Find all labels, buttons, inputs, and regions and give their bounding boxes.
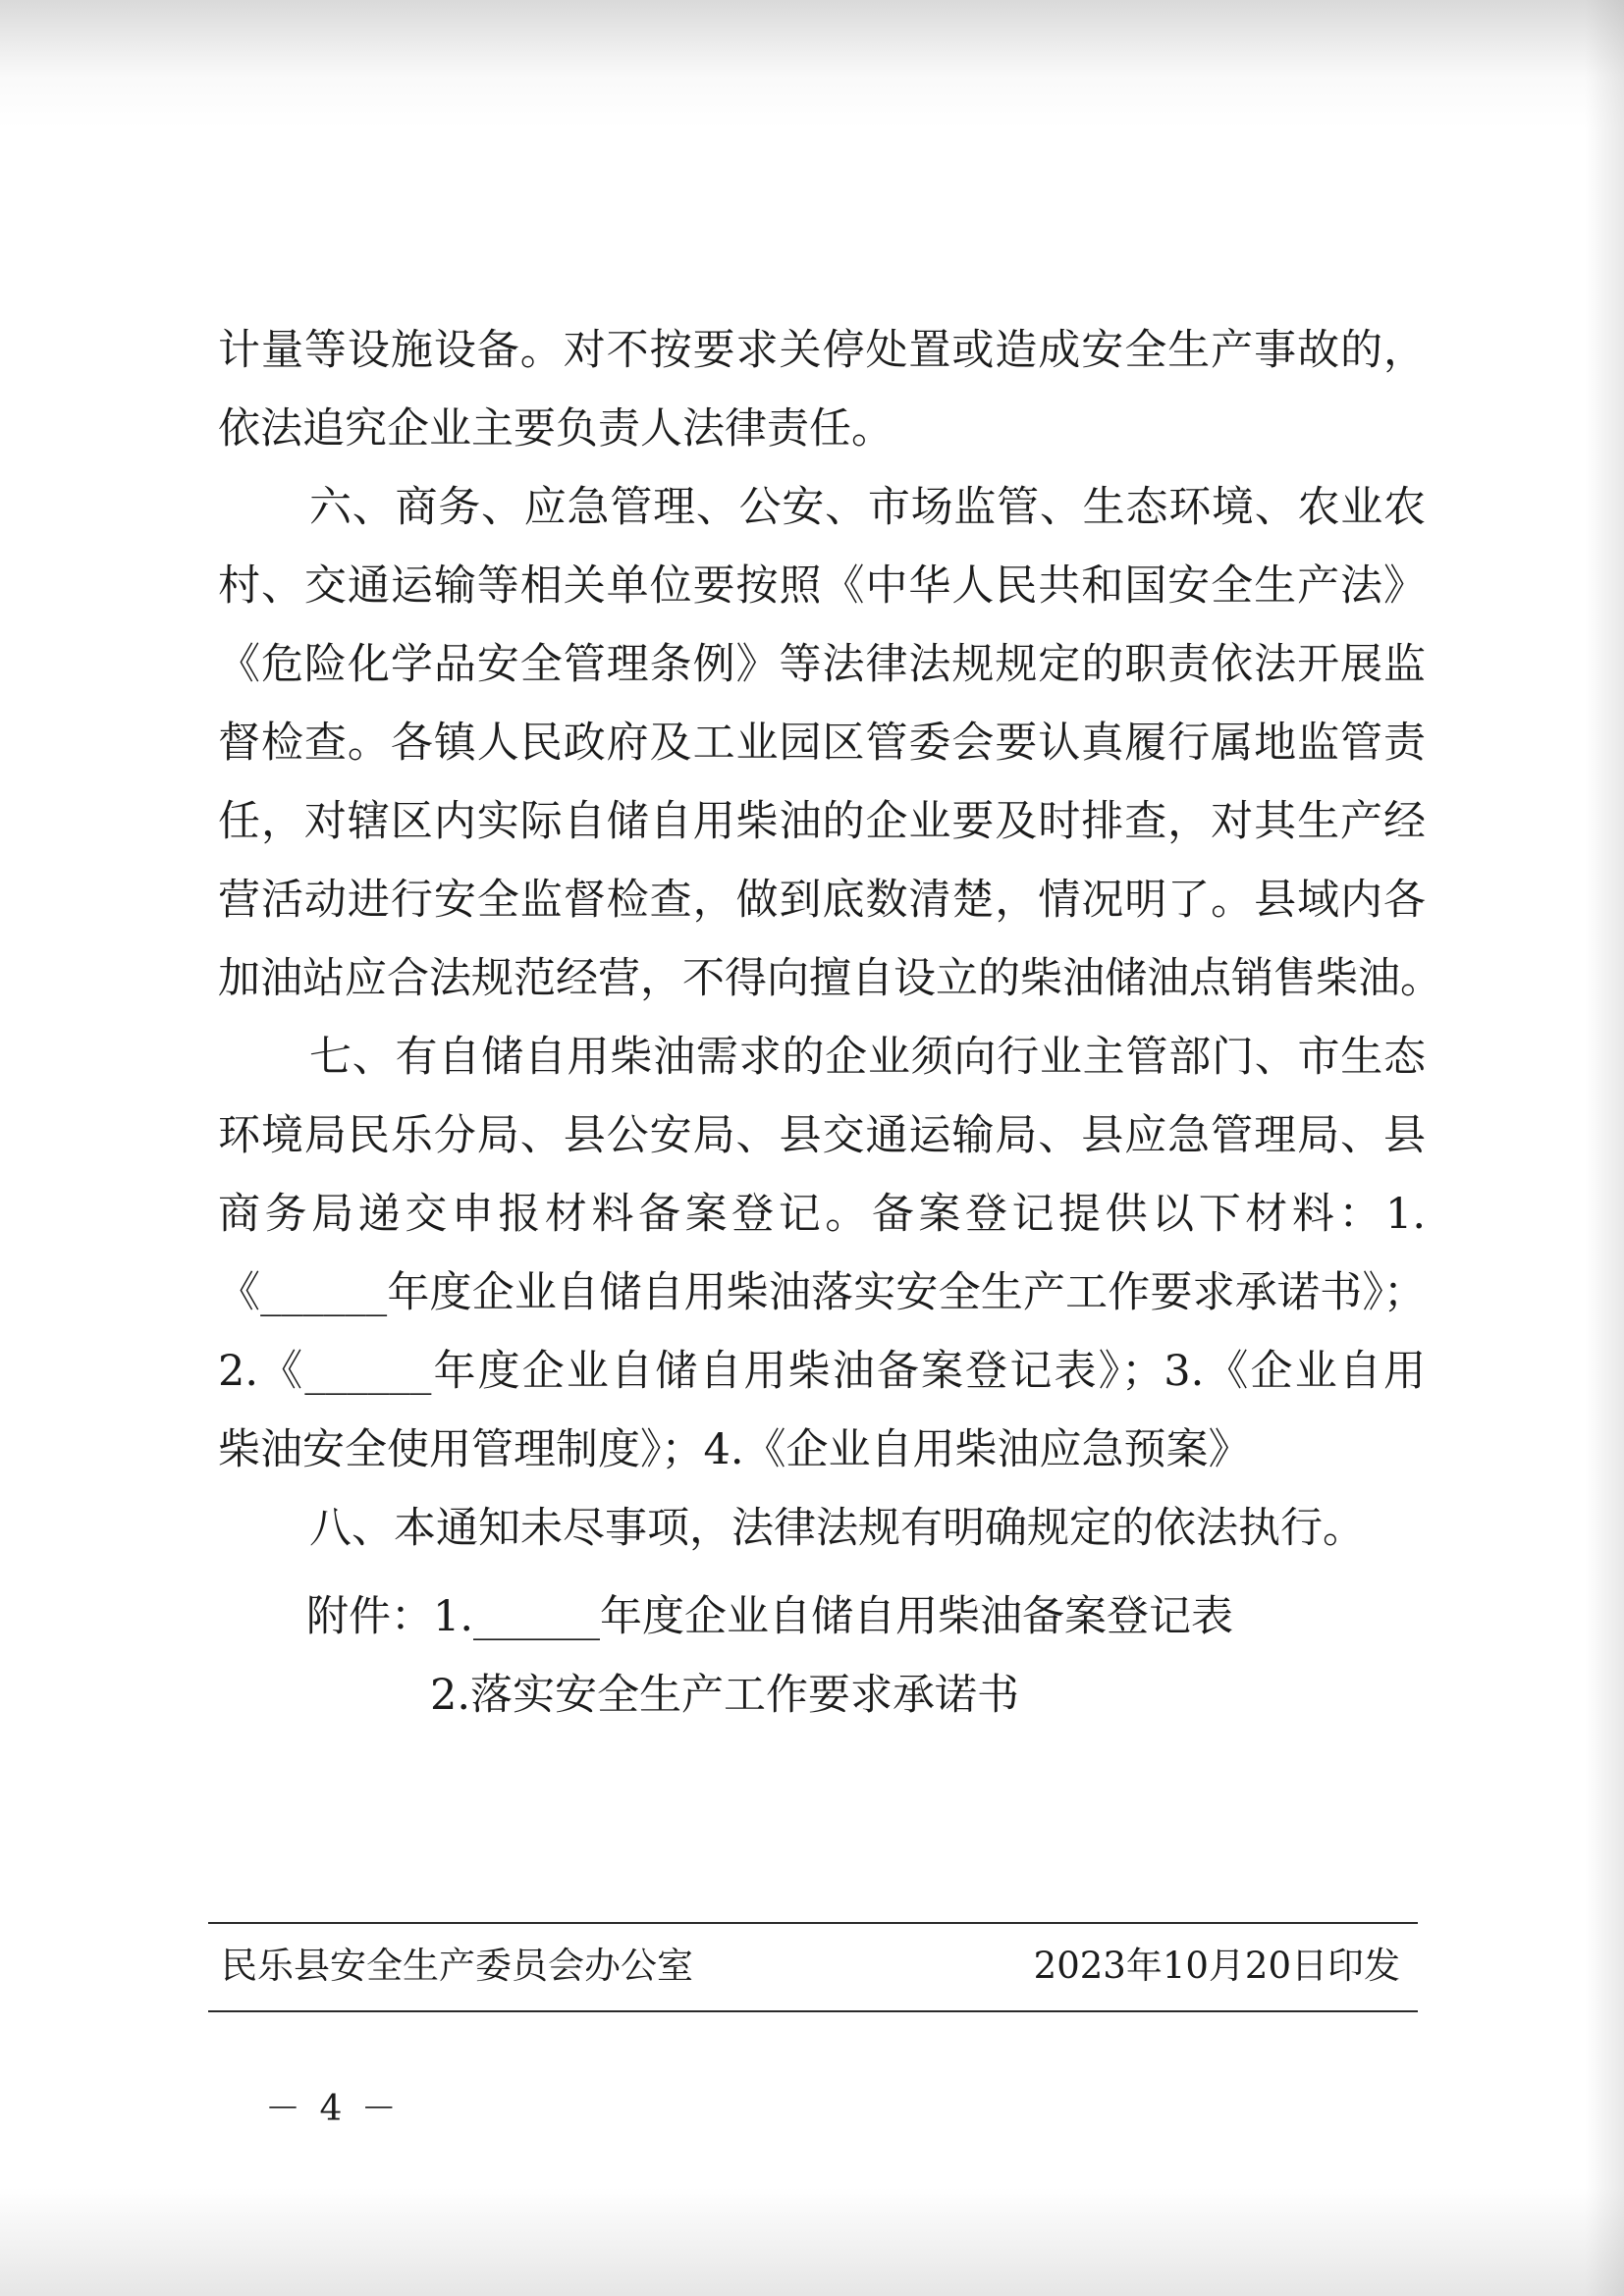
footer-issuer: 民乐县安全生产委员会办公室	[221, 1945, 693, 1987]
scan-shadow-top	[0, 0, 1624, 128]
body-line: 七、有自储自用柴油需求的企业须向行业主管部门、市生态	[309, 1033, 1426, 1082]
scan-shadow-right	[1585, 0, 1624, 2296]
body-line: 《危险化学品安全管理条例》等法律法规规定的职责依法开展监	[218, 640, 1426, 689]
body-line: 环境局民乐分局、县公安局、县交通运输局、县应急管理局、县	[218, 1111, 1426, 1160]
body-line: 加油站应合法规范经营，不得向擅自设立的柴油储油点销售柴油。	[218, 954, 1442, 1003]
page-number: － 4 －	[265, 2089, 401, 2129]
body-line: 商务局递交申报材料备案登记。备案登记提供以下材料：1.	[218, 1190, 1426, 1239]
footer-date: 2023年10月20日印发	[1033, 1945, 1400, 1987]
attachment-item: 2.落实安全生产工作要求承诺书	[430, 1671, 1020, 1720]
footer-bottom-rule	[208, 2010, 1418, 2012]
body-line: 任，对辖区内实际自储自用柴油的企业要及时排查，对其生产经	[218, 797, 1426, 846]
attachment-item: 附件：1.______年度企业自储自用柴油备案登记表	[306, 1592, 1234, 1641]
body-line: 计量等设施设备。对不按要求关停处置或造成安全生产事故的，	[218, 326, 1426, 375]
body-line: 村、交通运输等相关单位要按照《中华人民共和国安全生产法》	[218, 561, 1426, 611]
body-line: 2.《______年度企业自储自用柴油备案登记表》；3.《企业自用	[218, 1347, 1426, 1396]
body-line: 八、本通知未尽事项，法律法规有明确规定的依法执行。	[309, 1504, 1365, 1553]
body-line: 营活动进行安全监督检查，做到底数清楚，情况明了。县域内各	[218, 876, 1426, 925]
scan-shadow-bottom	[0, 2188, 1624, 2296]
body-line: 督检查。各镇人民政府及工业园区管委会要认真履行属地监管责	[218, 719, 1426, 768]
body-line: 柴油安全使用管理制度》；4.《企业自用柴油应急预案》	[218, 1425, 1251, 1474]
body-line: 六、商务、应急管理、公安、市场监管、生态环境、农业农	[309, 483, 1426, 532]
body-line: 依法追究企业主要负责人法律责任。	[218, 404, 893, 454]
body-line: 《______年度企业自储自用柴油落实安全生产工作要求承诺书》；	[218, 1268, 1426, 1317]
footer-top-rule	[208, 1922, 1418, 1924]
